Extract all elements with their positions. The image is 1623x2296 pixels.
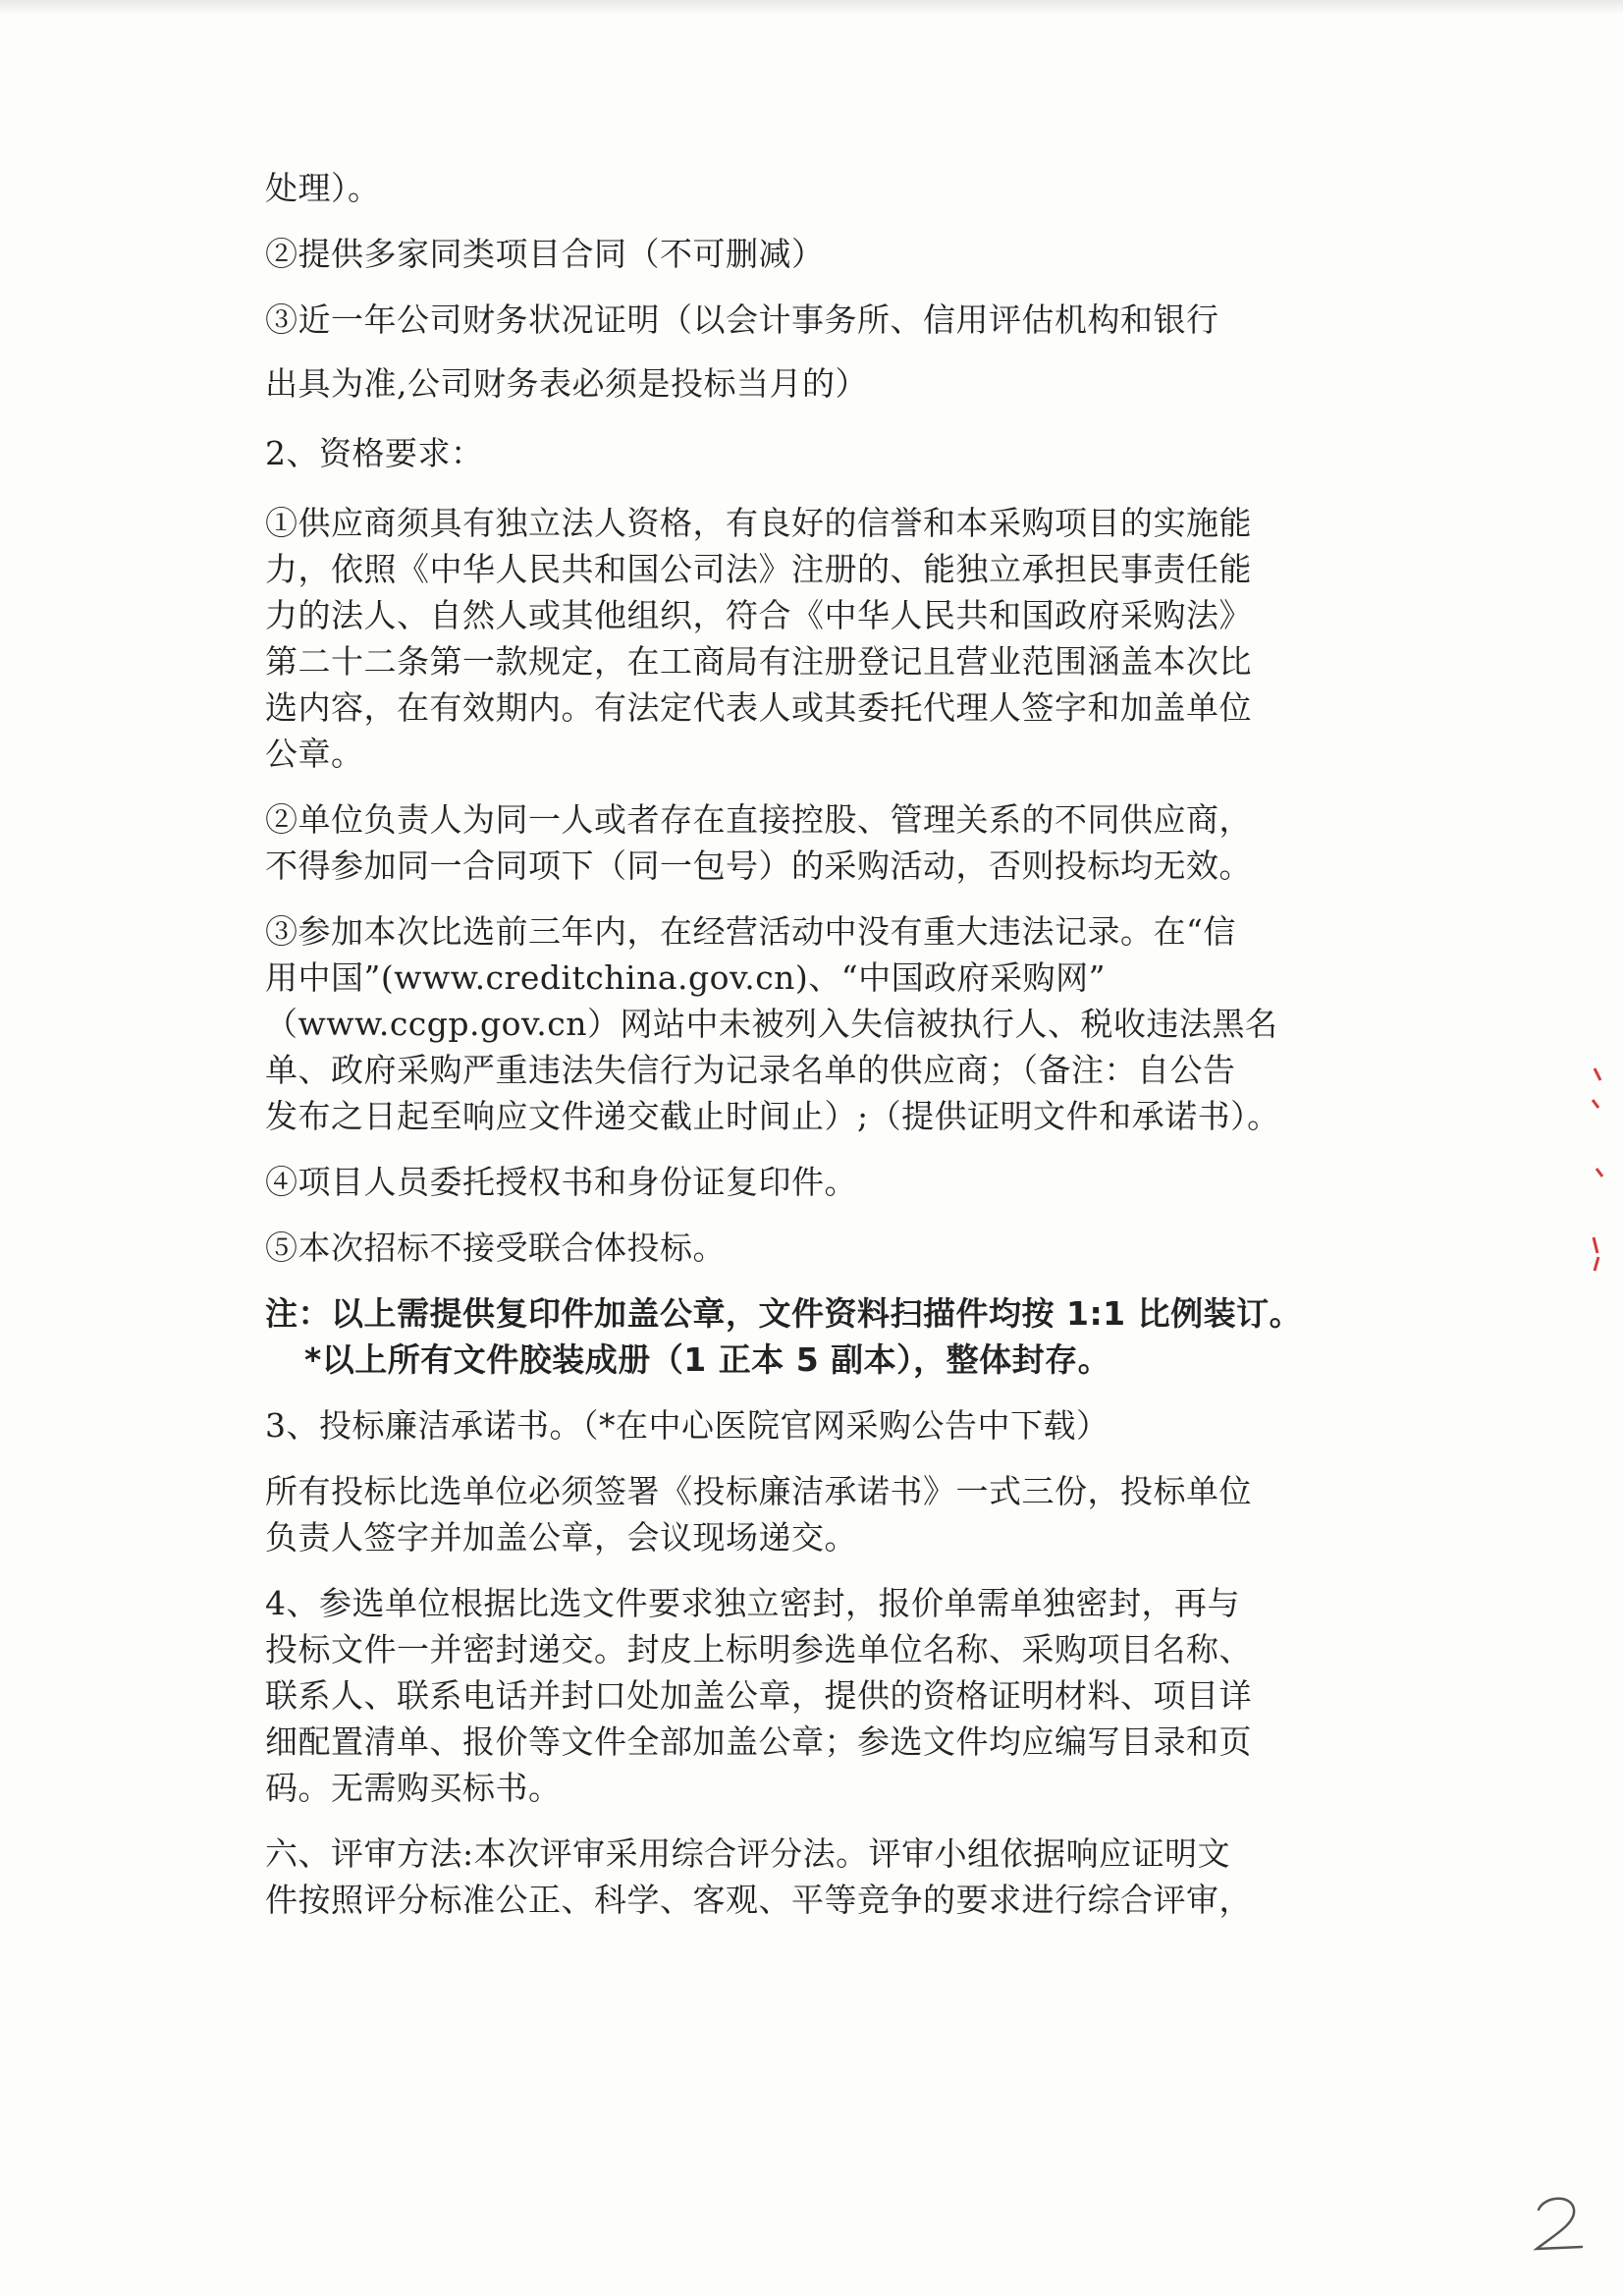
text-line: 六、评审方法:本次评审采用综合评分法。评审小组依据响应证明文: [265, 1834, 1231, 1873]
note-line: *以上所有文件胶装成册（1 正本 5 副本），整体封存。: [304, 1340, 1111, 1379]
text-line: 联系人、联系电话并封口处加盖公章，提供的资格证明材料、项目详: [265, 1676, 1252, 1715]
text-line: 出具为准,公司财务表必须是投标当月的）: [265, 364, 868, 403]
text-line: 投标文件一并密封递交。封皮上标明参选单位名称、采购项目名称、: [265, 1630, 1252, 1668]
text-line: ④项目人员委托授权书和身份证复印件。: [265, 1163, 857, 1201]
document-body: [265, 165, 1394, 1923]
text-line: 公章。: [265, 735, 364, 773]
text-line: 件按照评分标准公正、科学、客观、平等竞争的要求进行综合评审，: [265, 1881, 1252, 1919]
text-line: 负责人签字并加盖公章，会议现场递交。: [265, 1518, 857, 1557]
text-line: 4、参选单位根据比选文件要求独立密封，报价单需单独密封，再与: [265, 1584, 1240, 1622]
text-line: 处理）。: [265, 169, 381, 207]
text-line: 单、政府采购严重违法失信行为记录名单的供应商；（备注：自公告: [265, 1051, 1236, 1089]
text-line: ①供应商须具有独立法人资格，有良好的信誉和本采购项目的实施能: [265, 504, 1252, 542]
text-line: 选内容，在有效期内。有法定代表人或其委托代理人签字和加盖单位: [265, 688, 1252, 727]
handwritten-page-number: [1525, 2188, 1594, 2257]
section-heading: 2、资格要求：: [265, 434, 484, 472]
text-line: 第二十二条第一款规定，在工商局有注册登记且营业范围涵盖本次比: [265, 642, 1252, 681]
text-line: 码。无需购买标书。: [265, 1769, 562, 1807]
note-line: 注：以上需提供复印件加盖公章，文件资料扫描件均按 1:1 比例装订。: [265, 1294, 1303, 1333]
scan-edge-shadow: [0, 0, 1623, 14]
text-line: ②单位负责人为同一人或者存在直接控股、管理关系的不同供应商，: [265, 800, 1252, 839]
text-line: ③参加本次比选前三年内，在经营活动中没有重大违法记录。在“信: [265, 912, 1236, 951]
text-line: 不得参加同一合同项下（同一包号）的采购活动，否则投标均无效。: [265, 847, 1252, 885]
text-line: （www.ccgp.gov.cn）网站中未被列入失信被执行人、税收违法黑名: [265, 1005, 1278, 1043]
text-line: ②提供多家同类项目合同（不可删减）: [265, 235, 825, 273]
text-line: ③近一年公司财务状况证明（以会计事务所、信用评估机构和银行: [265, 301, 1219, 339]
red-stamp-edge: [1589, 1061, 1608, 1296]
text-line: 所有投标比选单位必须签署《投标廉洁承诺书》一式三份，投标单位: [265, 1472, 1252, 1510]
text-line: 力的法人、自然人或其他组织，符合《中华人民共和国政府采购法》: [265, 596, 1252, 634]
text-line: ⑤本次招标不接受联合体投标。: [265, 1229, 726, 1267]
text-line: 发布之日起至响应文件递交截止时间止）;（提供证明文件和承诺书）。: [265, 1097, 1280, 1135]
text-line: 细配置清单、报价等文件全部加盖公章；参选文件均应编写目录和页: [265, 1722, 1252, 1761]
section-heading: 3、投标廉洁承诺书。（*在中心医院官网采购公告中下载）: [265, 1406, 1109, 1445]
text-line: 用中国”(www.creditchina.gov.cn)、“中国政府采购网”: [265, 958, 1107, 997]
text-line: 力，依照《中华人民共和国公司法》注册的、能独立承担民事责任能: [265, 550, 1252, 588]
